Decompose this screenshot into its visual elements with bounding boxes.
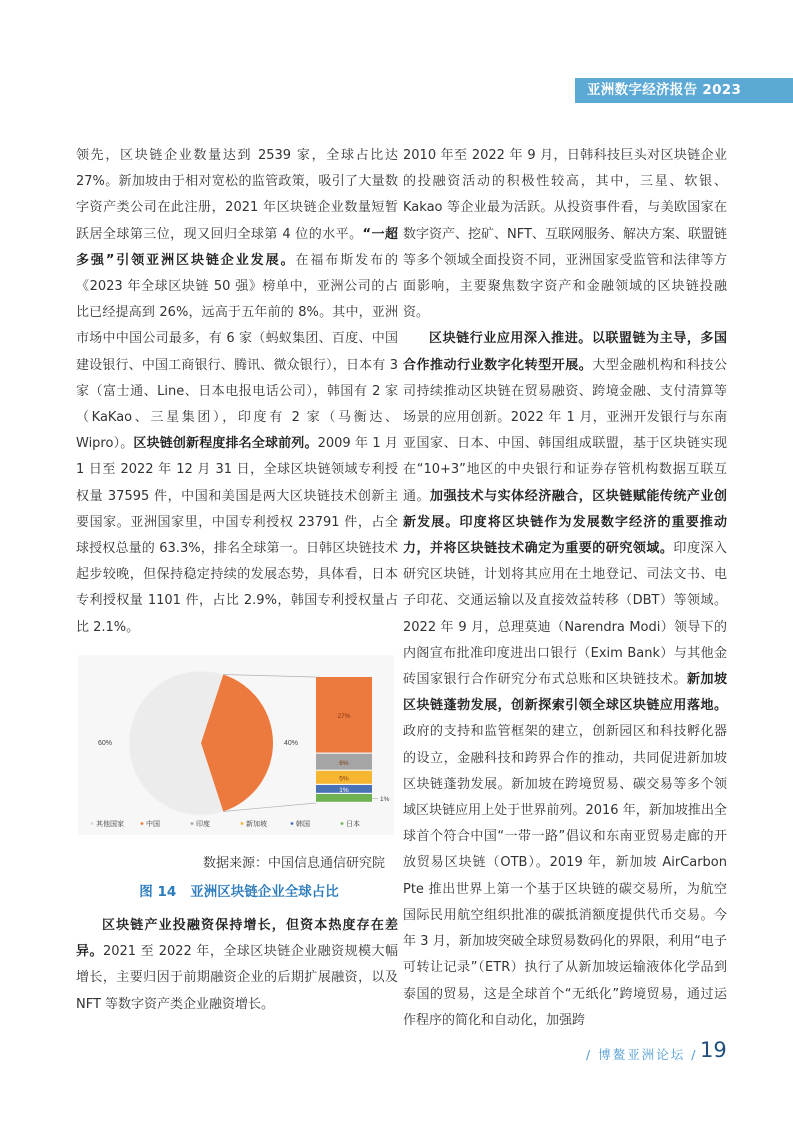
figure-title: 亚洲区块链企业全球占比 [190,884,339,900]
legend-marker-1 [141,822,144,825]
bold-heading: 加强技术与实体经济融合，区块链赋能传统产业创新发展。印度将区块链作为发展数字经济的重要推动力，并将区块链技术确定为重要的研究领域。 [403,488,727,557]
figure-source: 数据来源：中国信息通信研究院 [202,856,385,871]
bar-segment-label-1: 6% [339,759,349,767]
slash-divider-icon: / [586,1047,593,1062]
page-number: 19 [700,1038,727,1062]
chart-figure [78,655,394,835]
figure-caption [78,880,400,900]
text-run: 大型金融机构和科技公司持续推动区块链在贸易融资、跨境金融、支付清算等场景的应用创新。2022 年 1 月，亚洲开发银行与东南亚国家、日本、中国、韩国组成联盟，基于区块链实现在“10+3”地区的中央银行和证券存管机构数据互联互通。 [403,357,727,504]
publication-name: 博鳌亚洲论坛 [598,1047,686,1062]
legend-label-2: 印度 [196,820,210,828]
right-column [403,143,727,1033]
slash-divider-icon: / [691,1047,698,1062]
legend-marker-2 [191,822,194,825]
text-run: 2009 年 1 月 1 日至 2022 年 12 月 31 日，全球区块链领域专利授权量 37595 件，中国和美国是两大区块链技术创新主要国家。亚洲国家里，中国专利授权 23791 件，占全球授权总量的 63.3%，排名全球第一。日韩区块链技术起步较晚，但保持稳定持续的发展态势，具体看，日本专利授权量 1101 件，占比 2.9%，韩国专利授权量占比 2.1%。 [76,436,398,635]
pie-label-others: 60% [98,740,113,747]
pie-of-bar-chart [78,655,394,835]
text-run: 印度深入研究区块链，计划将其应用在土地登记、司法文书、电子印花、交通运输以及直接效益转移（DBT）等领域。2022 年 9 月，总理莫迪（Narendra Modi）领导下的内阁宣布批准印度进出口银行（Exim Bank）与其他金砖国家银行合作研究分布式总账和区块链技术。 [403,541,727,688]
left-column-bottom [76,913,398,1033]
figure-number: 图 14 [139,884,177,900]
connector-line-top [223,675,316,677]
legend-label-1: 中国 [146,820,160,828]
left-paragraph-1 [76,143,398,635]
legend-label-0: 其他国家 [96,820,124,828]
bold-heading: 区块链创新程度排名全球前列。 [133,436,318,452]
bar-segment-4 [316,794,372,802]
legend-label-5: 日本 [346,820,360,828]
bar-segment-label-0: 27% [337,712,351,720]
bar-segment-label-2: 5% [339,775,349,783]
bold-heading: “一超多强”引领亚洲区块链企业发展。 [76,226,398,268]
right-paragraph-1 [403,143,727,326]
text-run: 2021 至 2022 年，全球区块链企业融资规模大幅增长，主要归因于前期融资企业的后期扩展融资，以及 NFT 等数字资产类企业融资增长。 [76,944,398,1012]
legend-label-4: 韩国 [296,820,310,828]
bar-segment-label-3: 1% [339,787,349,794]
report-header-banner [575,78,793,103]
legend-label-3: 新加坡 [246,820,267,828]
right-paragraph-2 [403,326,727,1033]
bold-heading: 区块链产业投融资保持增长，但资本热度存在差异。 [76,918,398,960]
page-footer [580,1045,703,1063]
pie-label-asia: 40% [284,740,299,747]
legend-marker-0 [91,822,94,825]
text-run: 2010 年至 2022 年 9 月，日韩科技巨头对区块链企业的投融资活动的积极性较高，其中，三星、软银、Kakao 等企业最为活跃。从投资事件看，与美欧国家在数字资产、挖矿、NFT、互联网服务、解决方案、联盟链等多个领域全面投资不同，亚洲国家受监管和法律等方面影响，主要聚焦数字资产和金融领域的区块链投融资。 [403,148,727,321]
left-paragraph-2 [76,913,398,1018]
left-column [76,143,398,635]
bold-heading: 新加坡区块链蓬勃发展，创新探索引领全球区块链应用落地。 [403,672,727,714]
report-title: 亚洲数字经济报告 2023 [587,82,742,98]
legend-marker-4 [291,822,294,825]
text-run: 政府的支持和监管框架的建立，创新园区和科技孵化器的设立，金融科技和跨界合作的推动，共同促进新加坡区块链蓬勃发展。新加坡在跨境贸易、碳交易等多个领域区块链应用上处于世界前列。2016 年，新加坡推出全球首个符合中国“一带一路”倡议和东南亚贸易走廊的开放贸易区块链（OTB）。2019 年，新加坡 AirCarbon Pte 推出世界上第一个基于区块链的碳交易所，为航空国际民用航空组织批准的碳抵消额度提供代币交易。今年 3 月，新加坡突破全球贸易数码化的界限，利用“电子可转让记录”（ETR）执行了从新加坡运输液体化学品到泰国的贸易，这是全球首个“无纸化”跨境贸易，通过运作程序的简化和自动化，加强跨 [403,724,727,1028]
legend-marker-5 [341,822,344,825]
text-run: 领先，区块链企业数量达到 2539 家，全球占比达 27%。新加坡由于相对宽松的监管政策，吸引了大量数字资产类公司在此注册，2021 年区块链企业数量短暂跃居全球第三位，现又回归全球第 4 位的水平。 [76,148,398,242]
text-run: 在福布斯发布的《2023 年全球区块链 50 强》榜单中，亚洲公司的占比已经提高到 26%，远高于五年前的 8%。其中，亚洲市场中中国公司最多，有 6 家（蚂蚁集团、百度、中国建设银行、中国工商银行、腾讯、微众银行），日本有 3 家（富士通、Line、日本电报电话公司），韩国有 2 家（KaKao、三星集团），印度有 2 家（马衡达、Wipro）。 [76,252,398,452]
bar-segment-label-4: 1% [380,796,390,803]
bold-heading: 区块链行业应用深入推进。以联盟链为主导，多国合作推动行业数字化转型开展。 [403,331,727,373]
legend-marker-3 [241,822,244,825]
